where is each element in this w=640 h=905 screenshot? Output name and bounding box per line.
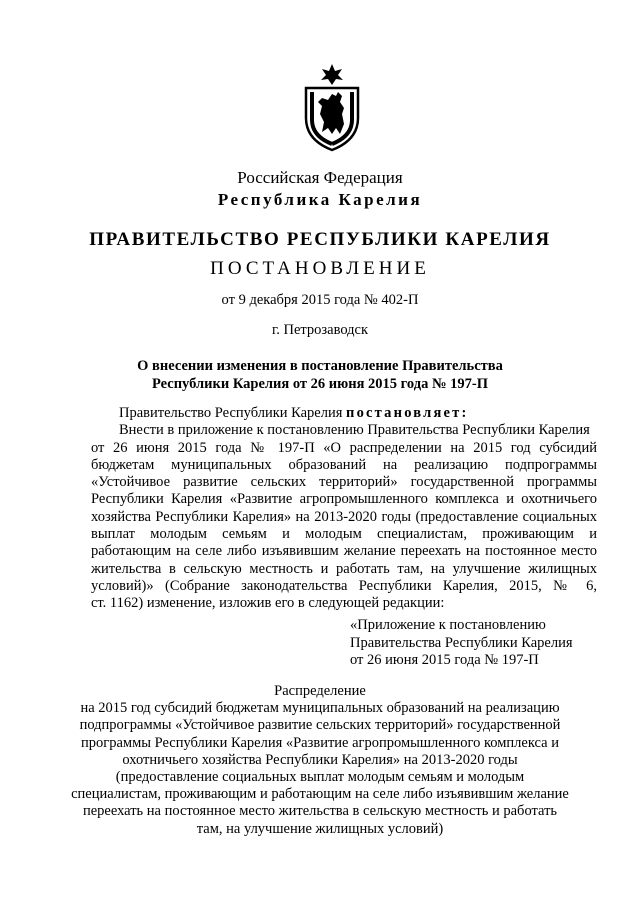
body-text [91,405,597,613]
distribution-line: Распределение [274,683,366,699]
body-line: выплат молодым семьям и молодым специалистам, проживающим и [91,526,597,543]
body-line: ст. 1162) изменение, изложив его в следующей редакции: [91,595,445,612]
date-number: от 9 декабря 2015 года № 402-П [221,292,419,308]
intro-text: Правительство Республики Карелия [119,405,347,421]
body-line: от 26 июня 2015 года № 197-П «О распределении на 2015 год субсидий [91,439,597,456]
country-name: Российская Федерация [237,168,403,187]
distribution-line: программы Республики Карелия «Развитие агропромышленного комплекса и [81,734,559,751]
distribution-title [0,683,640,838]
coat-of-arms-icon [298,62,366,152]
appendix-line: Правительства Республики Карелия [350,634,573,651]
document-type: ПОСТАНОВЛЕНИЕ [210,258,430,279]
body-line: «Устойчивое развитие сельских территорий» государственной программы [91,474,597,491]
republic-name: Республика Карелия [217,190,423,209]
distribution-line: (предоставление социальных выплат молодым семьям и молодым [115,769,525,786]
distribution-line: переехать на постоянное место жительства в сельскую местность и работать [82,803,558,820]
subject-line: Республики Карелия от 26 июня 2015 года № 197-П [151,376,488,392]
appendix-line: «Приложение к постановлению [350,617,546,633]
body-line: хозяйства Республики Карелия» на 2013-2020 годы (предоставление социальных [91,508,597,525]
document-subject [0,357,640,393]
distribution-line: охотничьего хозяйства Республики Карелия» на 2013-2020 годы [122,751,518,768]
subject-line: О внесении изменения в постановление Правительства [137,358,503,374]
body-line: работающим на селе либо изъявившим желание переехать на постоянное место [91,543,597,560]
distribution-line: там, на улучшение жилищных условий) [196,820,444,837]
distribution-line: подпрограммы «Устойчивое развитие сельских территорий» государственной [79,717,561,734]
body-line: условий)» (Собрание законодательства Республики Карелия, 2015, № 6, [91,577,597,594]
city: г. Петрозаводск [271,322,369,338]
decree-word: постановляет: [346,405,469,421]
body-line: Республики Карелия «Развитие агропромышленного комплекса и охотничьего [91,491,597,508]
body-line: бюджетам муниципальных образований на реализацию подпрограммы [91,456,597,473]
body-line: Внести в приложение к постановлению Правительства Республики Карелия [119,422,590,439]
government-title: ПРАВИТЕЛЬСТВО РЕСПУБЛИКИ КАРЕЛИЯ [89,229,551,250]
appendix-note [350,617,573,670]
body-line: жительства в сельскую местность и работать там, на улучшение жилищных [91,560,597,577]
appendix-line: от 26 июня 2015 года № 197-П [350,652,539,669]
distribution-line: специалистам, проживающим и работающим на селе либо изъявившим желание [71,786,569,803]
distribution-line: на 2015 год субсидий бюджетам муниципальных образований на реализацию [80,700,560,717]
intro-line [91,405,597,422]
